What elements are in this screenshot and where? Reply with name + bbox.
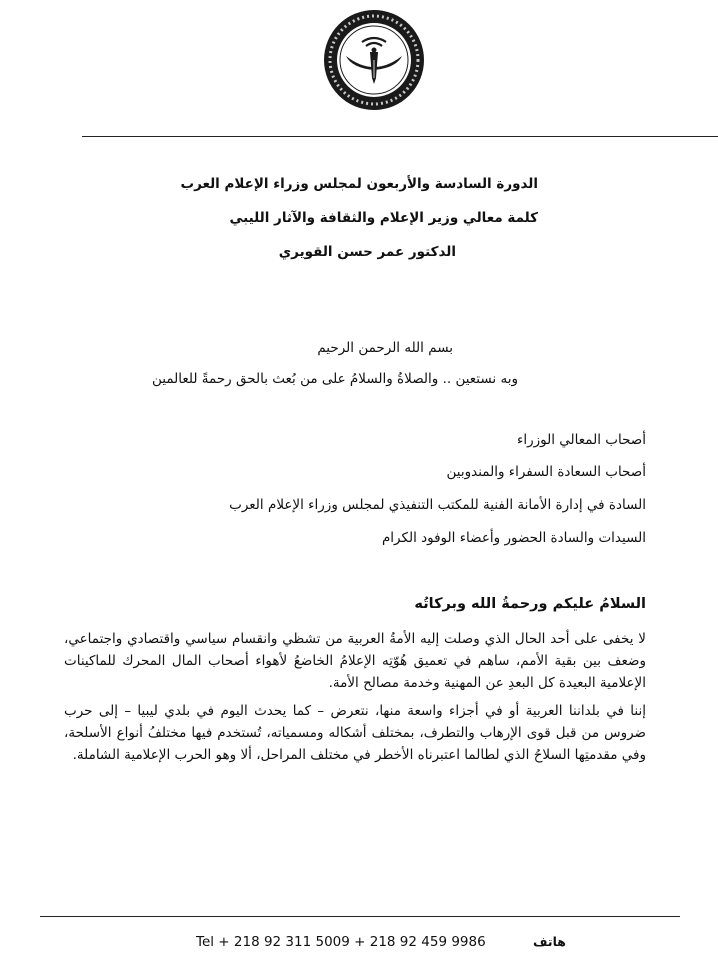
greeting: السلامُ عليكم ورحمةُ الله وبركاتُه [414,596,646,612]
top-divider [82,136,718,137]
body-paragraph: إننا في بلداننا العربية أو في أجزاء واسعة منها، نتعرض – كما يحدث اليوم في بلدي ليبيا – إلى حرب ضروس من قبل قوى الإرهاب والتطرف، بمختلف أشكاله ومسمياته، تُستخدم فيها مختلفُ أنواع الأسلحة، وفي مقدمتِها السلاحُ الذي لطالما اعتبرناه الأخطر في مختلف المراحل، ألا وهو الحرب الإعلامية الشاملة. [64,703,646,763]
speaker-name: الدكتور عمر حسن القويري [278,244,456,260]
government-emblem-logo [312,8,436,112]
basmala: بسم الله الرحمن الرحيم [317,340,453,356]
addressee-line: السادة في إدارة الأمانة الفنية للمكتب التنفيذي لمجلس وزراء الإعلام العرب [229,497,646,513]
addressee-line: السيدات والسادة الحضور وأعضاء الوفود الكرام [381,530,646,546]
speech-title: كلمة معالي وزير الإعلام والثقافة والآثار الليبي [229,210,538,226]
session-title: الدورة السادسة والأربعون لمجلس وزراء الإعلام العرب [180,176,538,192]
addressee-line: أصحاب السعادة السفراء والمندوبين [446,464,646,480]
addressee-line: أصحاب المعالي الوزراء [517,432,646,448]
phone-label: هاتف [533,934,566,949]
opening-prayer: وبه نستعين .. والصلاةُ والسلامُ على من بُعث بالحق رحمةً للعالمين [152,371,518,387]
phone-numbers: Tel + 218 92 311 5009 + 218 92 459 9986 [196,934,486,950]
bottom-divider [40,916,680,917]
body-paragraph: لا يخفى على أحد الحال الذي وصلت إليه الأمةُ العربية من تشظي وانقسام سياسي واقتصادي واجتماعي، وضعف بين بقية الأمم، ساهم في تعميق هُوّتِه الإعلامُ الخاضعُ لأهواء أصحاب المال المحرك للماكينات الإعلامية البعيدة كل البعدِ عن المهنية وخدمة مصالح الأمة. [64,631,646,691]
